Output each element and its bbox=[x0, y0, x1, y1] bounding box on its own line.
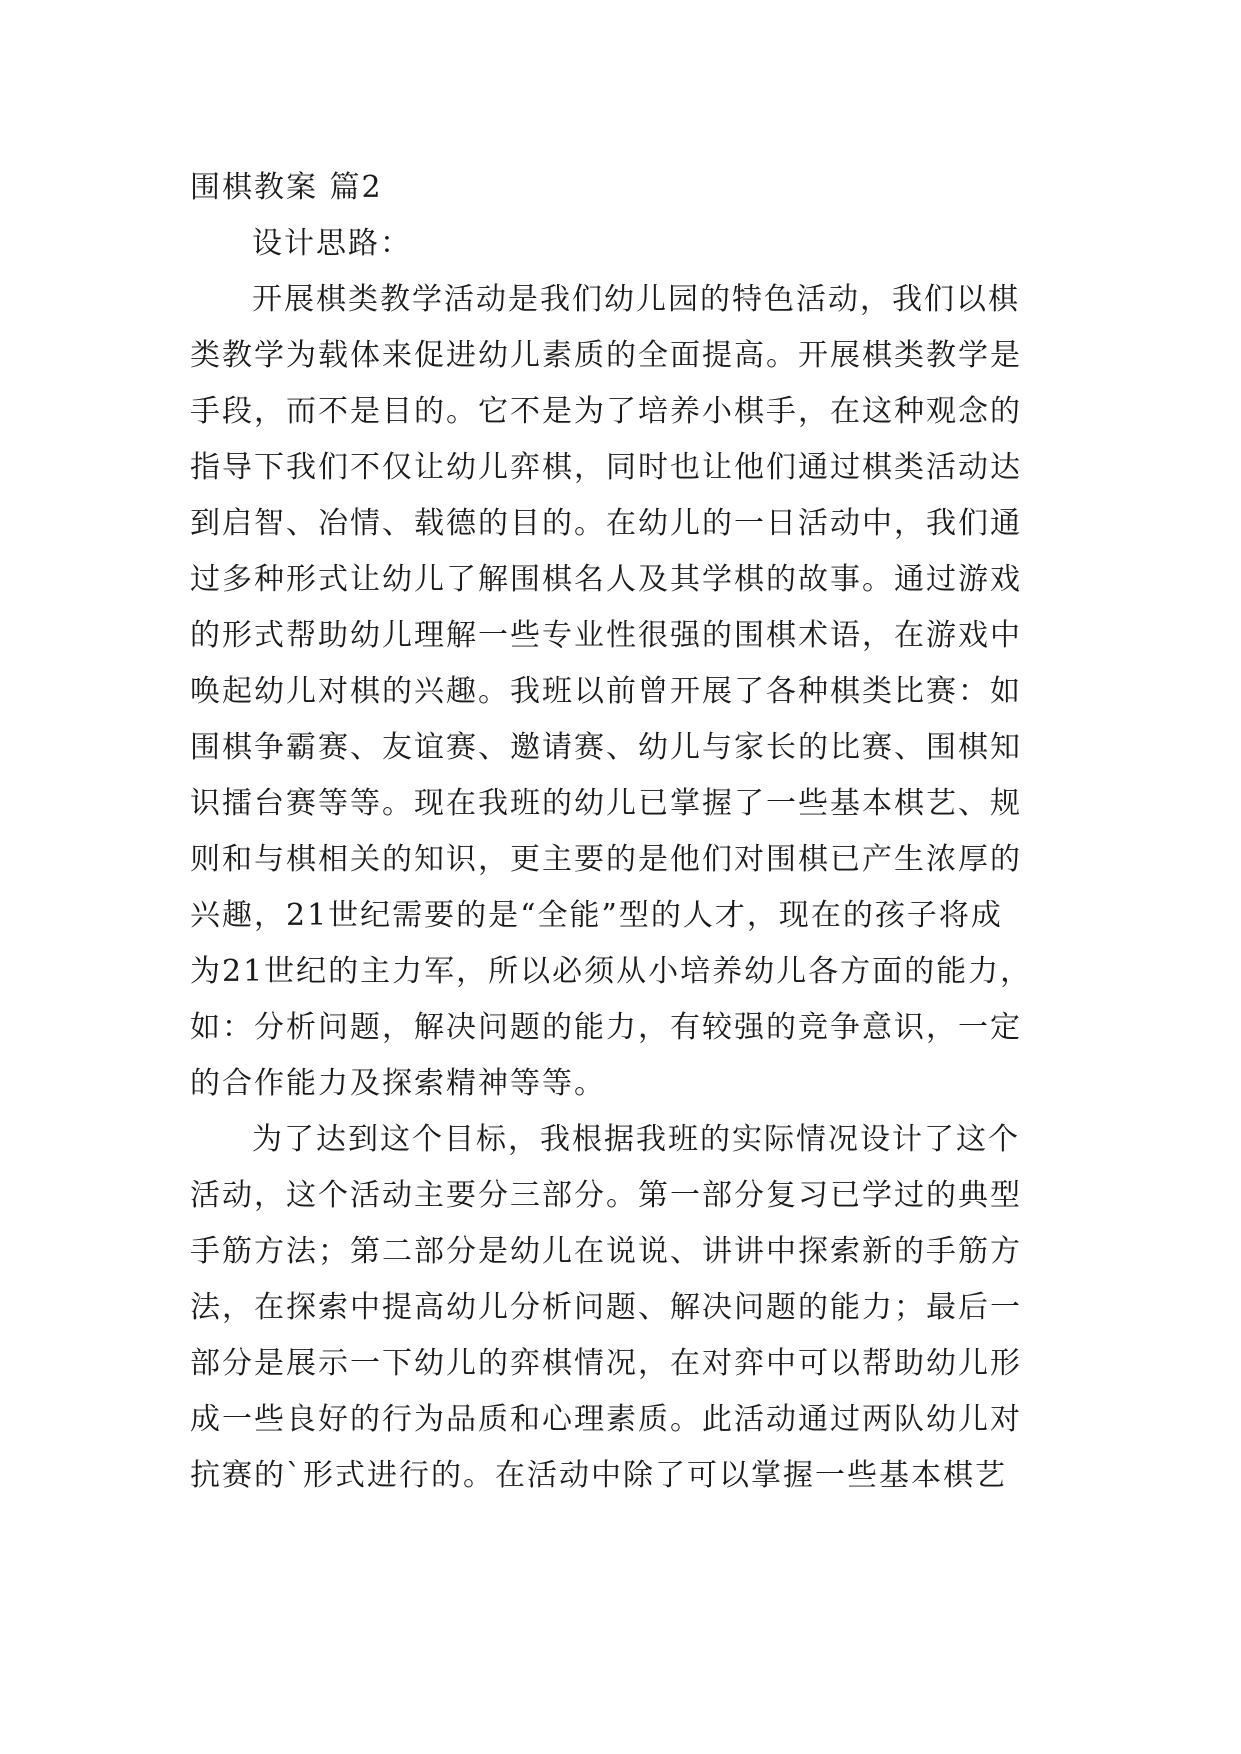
paragraph-1 bbox=[190, 272, 1070, 1112]
paragraph-line: 围棋争霸赛、友谊赛、邀请赛、幼儿与家长的比赛、围棋知 bbox=[190, 730, 1022, 765]
paragraph-line: 的形式帮助幼儿理解一些专业性很强的围棋术语，在游戏中 bbox=[190, 618, 1022, 653]
paragraph-line: 成一些良好的行为品质和心理素质。此活动通过两队幼儿对 bbox=[190, 1402, 1022, 1437]
paragraph-line: 为了达到这个目标，我根据我班的实际情况设计了这个 bbox=[252, 1122, 1020, 1157]
paragraph-line: 指导下我们不仅让幼儿弈棋，同时也让他们通过棋类活动达 bbox=[190, 450, 1022, 485]
paragraph-line: 类教学为载体来促进幼儿素质的全面提高。开展棋类教学是 bbox=[190, 338, 1022, 373]
paragraph-line: 到启智、冶情、载德的目的。在幼儿的一日活动中，我们通 bbox=[190, 506, 1022, 541]
paragraph-line: 手筋方法；第二部分是幼儿在说说、讲讲中探索新的手筋方 bbox=[190, 1234, 1022, 1269]
document-title: 围棋教案 篇2 bbox=[190, 170, 383, 205]
paragraph-line: 唤起幼儿对棋的兴趣。我班以前曾开展了各种棋类比赛：如 bbox=[190, 674, 1022, 709]
paragraph-line: 如：分析问题，解决问题的能力，有较强的竞争意识，一定 bbox=[190, 1010, 1022, 1045]
paragraph-2 bbox=[190, 1112, 1070, 1504]
paragraph-line: 的合作能力及探索精神等等。 bbox=[190, 1066, 606, 1101]
paragraph-line: 则和与棋相关的知识，更主要的是他们对围棋已产生浓厚的 bbox=[190, 842, 1022, 877]
paragraph-line: 开展棋类教学活动是我们幼儿园的特色活动，我们以棋 bbox=[252, 282, 1020, 317]
paragraph-line: 法，在探索中提高幼儿分析问题、解决问题的能力；最后一 bbox=[190, 1290, 1022, 1325]
paragraph-line: 活动，这个活动主要分三部分。第一部分复习已学过的典型 bbox=[190, 1178, 1022, 1213]
paragraph-line: 兴趣，21世纪需要的是“全能”型的人才，现在的孩子将成 bbox=[190, 898, 1003, 933]
paragraph-line: 过多种形式让幼儿了解围棋名人及其学棋的故事。通过游戏 bbox=[190, 562, 1022, 597]
section-heading: 设计思路： bbox=[252, 226, 412, 261]
paragraph-line: 识擂台赛等等。现在我班的幼儿已掌握了一些基本棋艺、规 bbox=[190, 786, 1022, 821]
paragraph-line: 手段，而不是目的。它不是为了培养小棋手，在这种观念的 bbox=[190, 394, 1022, 429]
paragraph-line: 抗赛的`形式进行的。在活动中除了可以掌握一些基本棋艺 bbox=[190, 1458, 1007, 1493]
document-body bbox=[190, 160, 1070, 1504]
paragraph-line: 部分是展示一下幼儿的弈棋情况，在对弈中可以帮助幼儿形 bbox=[190, 1346, 1022, 1381]
paragraph-line: 为21世纪的主力军，所以必须从小培养幼儿各方面的能力， bbox=[190, 954, 1033, 989]
